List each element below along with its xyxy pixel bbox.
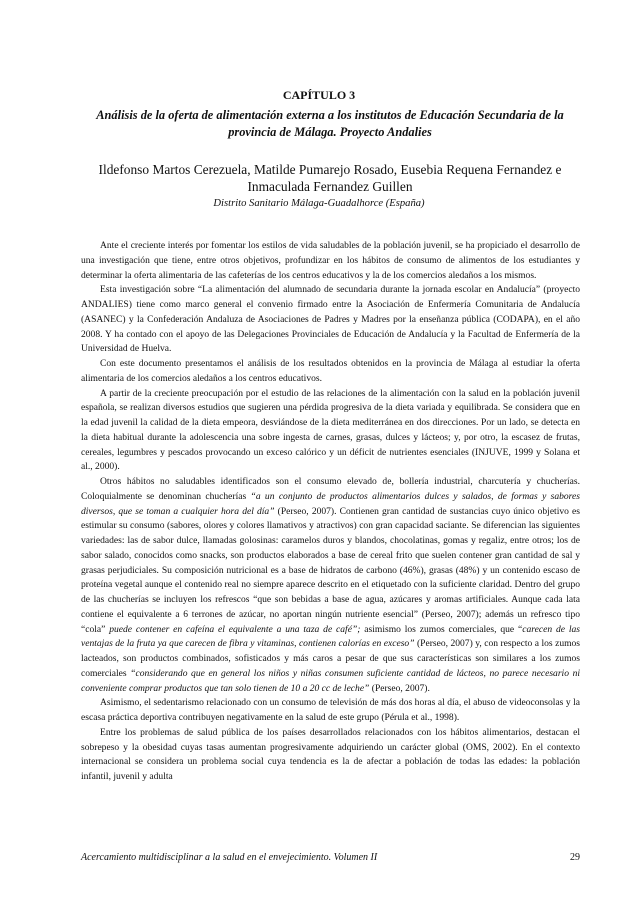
paragraph-5-text-b: (Perseo, 2007). Contienen gran cantidad de sustancias cuyo único objetivo es estimular su consumo (sabores, olores y colores llamativos y atractivos) con gran capacidad saciante. Se diferencian las siguientes variedades: las de sabor dulce, llamadas golosinas: caramelos duros y blandos, chocolatinas, gomas y regaliz, entre otros; los de sabor salado, conocidos como snacks, son productos elaborados a base de cereal frito que suelen contener gran cantidad de sal y grasas perjudiciales. Su composición nutricional es a base de hidratos de carbono (46%), grasas (48%) y un contenido escaso de proteína vegetal aunque el contenido real no siempre aparece descrito en el etiquetado con la suficiente claridad. Dentro del grupo de las chucherías se incluyen los refrescos “que son bebidas a base de agua, azúcares y aromas artificiales. Aunque cada lata contiene el equivalente a 6 terrones de azúcar, no aportan ningún nutriente esencial” (Perseo, 2007); además un refresco tipo “cola” [81, 505, 581, 635]
paragraph-3: Con este documento presentamos el análisis de los resultados obtenidos en la provincia de Málaga al estudiar la oferta alimentaria de los comercios aledaños a los centros educativos. [81, 358, 580, 384]
paragraph-5-text-a: Otros hábitos no saludables identificados son el consumo elevado de, bollería industrial, charcutería y chucherías. Coloquialmente se denominan chucherías [81, 476, 580, 502]
paragraph-5-quote-4: “considerando que en general los niños y niñas consumen suficiente cantidad de lácteos, no parece necesario ni conveniente comprar productos que tan solo tienen de 10 a 20 cc de leche” [81, 667, 580, 694]
paragraph-2: Esta investigación sobre “La alimentación del alumnado de secundaria durante la jornada escolar en Andalucía” (proyecto ANDALIES) tiene como marco general el convenio firmado entre la Asociación de Enfermería Comunitaria de Andalucía (ASANEC) y la Confederación Andaluza de Asociaciones de Padres y Madres por la enseñanza pública (CODAPA), en el año 2008. Y ha contado con el apoyo de las Delegaciones Provinciales de Educación de Andalucía y la Facultad de Enfermería de la Universidad de Huelva. [81, 284, 580, 355]
chapter-title: Análisis de la oferta de alimentación externa a los institutos de Educación Secundaria de la provincia de Málaga. Proyecto Andalies [96, 108, 564, 139]
paragraph-5-quote-2: puede contener en cafeína el equivalente a una taza de café”; [109, 623, 361, 635]
paragraph-5 [81, 475, 580, 696]
paragraph-5-quote-3: carecen de las ventajas de la fruta ya que carecen de fibra y vitaminas, contienen calorías en exceso” [81, 623, 580, 650]
authors: Ildefonso Martos Cerezuela, Matilde Pumarejo Rosado, Eusebia Requena Fernandez e Inmaculada Fernandez Guillen [98, 162, 562, 194]
affiliation: Distrito Sanitario Málaga-Guadalhorce (España) [213, 198, 425, 209]
paragraph-5-text-c: asimismo los zumos comerciales, que “ [360, 623, 523, 635]
paragraph-5-text-e: (Perseo, 2007). [369, 682, 430, 694]
body-text [81, 239, 580, 785]
paragraph-7: Entre los problemas de salud pública de los países desarrollados relacionados con los hábitos alimentarios, destacan el sobrepeso y la obesidad cuyas tasas aumentan progresivamente adquiriendo un carácter global (OMS, 2002). En el contexto internacional se considera un problema social cuya tendencia es la de afectar a población de todas las edades: la población infantil, juvenil y adulta [81, 726, 580, 782]
paragraph-6: Asimismo, el sedentarismo relacionado con un consumo de televisión de más dos horas al día, el abuso de videoconsolas y la escasa práctica deportiva contribuyen negativamente en la salud de este grupo (Pérula et al., 1998). [81, 697, 580, 723]
paragraph-4: A partir de la creciente preocupación por el estudio de las relaciones de la alimentación con la salud en la población juvenil española, se realizan diversos estudios que sugieren una pérdida progresiva de la dieta variada y equilibrada. Se considera que en la edad juvenil la calidad de la dieta empeora, desviándose de la dieta mediterránea en dos direcciones. Por un lado, se detecta en la dieta habitual durante la adolescencia una sobre ingesta de carnes, grasas, dulces y lácteos; y, por otro, la escasez de frutas, cereales, legumbres y pescados provocando un exceso calórico y un déficit de nutrientes esenciales (INJUVE, 1999 y Solana et al., 2000). [81, 387, 580, 473]
paragraph-5-text-d: (Perseo, 2007) y, con respecto a los zumos lacteados, son productos combinados, sofisticados y más caros a pesar de que sus características son similares a los zumos comerciales [81, 638, 581, 679]
chapter-heading: CAPÍTULO 3 [282, 88, 356, 102]
footer-book-title: Acercamiento multidisciplinar a la salud en el envejecimiento. Volumen II [81, 852, 378, 863]
paragraph-1: Ante el creciente interés por fomentar los estilos de vida saludables de la población juvenil, se ha propiciado el desarrollo de una investigación que tiene, entre otros objetivos, profundizar en los hábitos de consumo de alimentos de los estudiantes y determinar la oferta alimentaria de las cafeterías de los centros educativos y la de los comercios aledaños a los mismos. [81, 240, 580, 281]
paragraph-5-quote-1: “a un conjunto de productos alimentarios dulces y salados, de formas y sabores diversos, que se toman a cualquier hora del día” [81, 490, 580, 517]
page-number: 29 [570, 852, 580, 863]
